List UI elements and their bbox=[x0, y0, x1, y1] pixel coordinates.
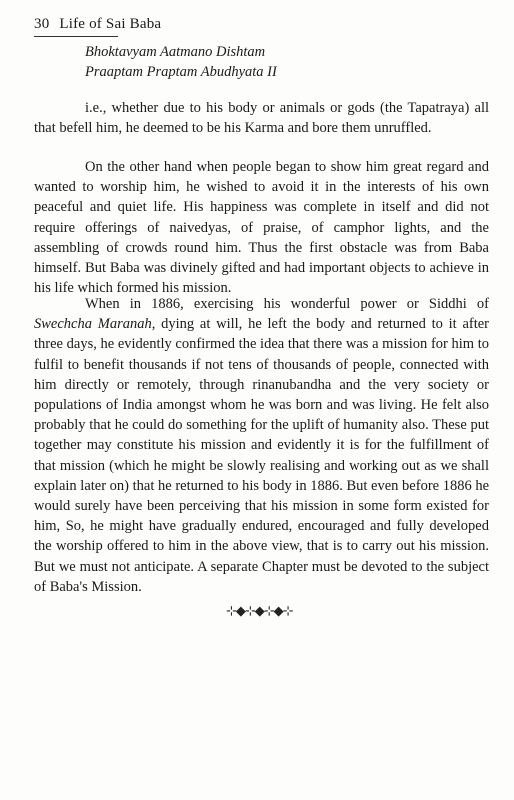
header-rule bbox=[34, 36, 118, 37]
paragraph-3-start: When in 1886, exercising his wonderful power or Siddhi of bbox=[85, 296, 489, 312]
paragraph-1: i.e., whether due to his body or animals or gods (the Tapatraya) all that befell him, he deemed to be his Karma and bore them unruffled. bbox=[34, 100, 489, 137]
page-header bbox=[34, 16, 161, 33]
section-end-ornament: ⊹◆⊹◆⊹◆⊹ bbox=[226, 603, 293, 618]
page-number: 30 bbox=[34, 16, 50, 32]
paragraph-3-rest: dying at will, he left the body and returned to it after three days, he evidently confirmed the idea that there was a mission for him to fulfil to benefit thousands if not tens of thousands of people, connected with him directly or remotely, through rinanubandha and the very society or populations of India amongst whom he was born and was living. He felt also probably that he could do something for the uplift of humanity also. These put together may constitute his mission and evidently it is for the fulfillment of that mission (which he might be slowly realising and working out as we shall explain later on) that he returned to his body in 1886. But even before 1886 he would surely have been perceiving that his mission in some form existed for him, So, he might have gradually endured, encouraged and fully developed the worship offered to him in the above view, that is to carry out his mission. But we must not anticipate. A separate Chapter must be devoted to the subject of Baba's Mission. bbox=[34, 316, 490, 595]
paragraph-2: On the other hand when people began to show him great regard and wanted to worship him, he wished to avoid it in the interests of his own peaceful and quiet life. His happiness was complete in itself and did not require offerings of naivedyas, of praise, of camphor lights, and the assembling of crowds round him. Thus the first obstacle was from Baba himself. But Baba was divinely gifted and had important objects to achieve in his life which formed his mission. bbox=[34, 159, 489, 297]
verse-block bbox=[85, 42, 277, 82]
paragraph-3 bbox=[34, 294, 489, 597]
running-title: Life of Sai Baba bbox=[59, 16, 162, 32]
verse-line-1: Bhoktavyam Aatmano Dishtam bbox=[85, 44, 266, 60]
paragraph-3-italic-term: Swechcha Maranah, bbox=[34, 316, 156, 333]
verse-line-2: Praaptam Praptam Abudhyata II bbox=[85, 64, 277, 80]
